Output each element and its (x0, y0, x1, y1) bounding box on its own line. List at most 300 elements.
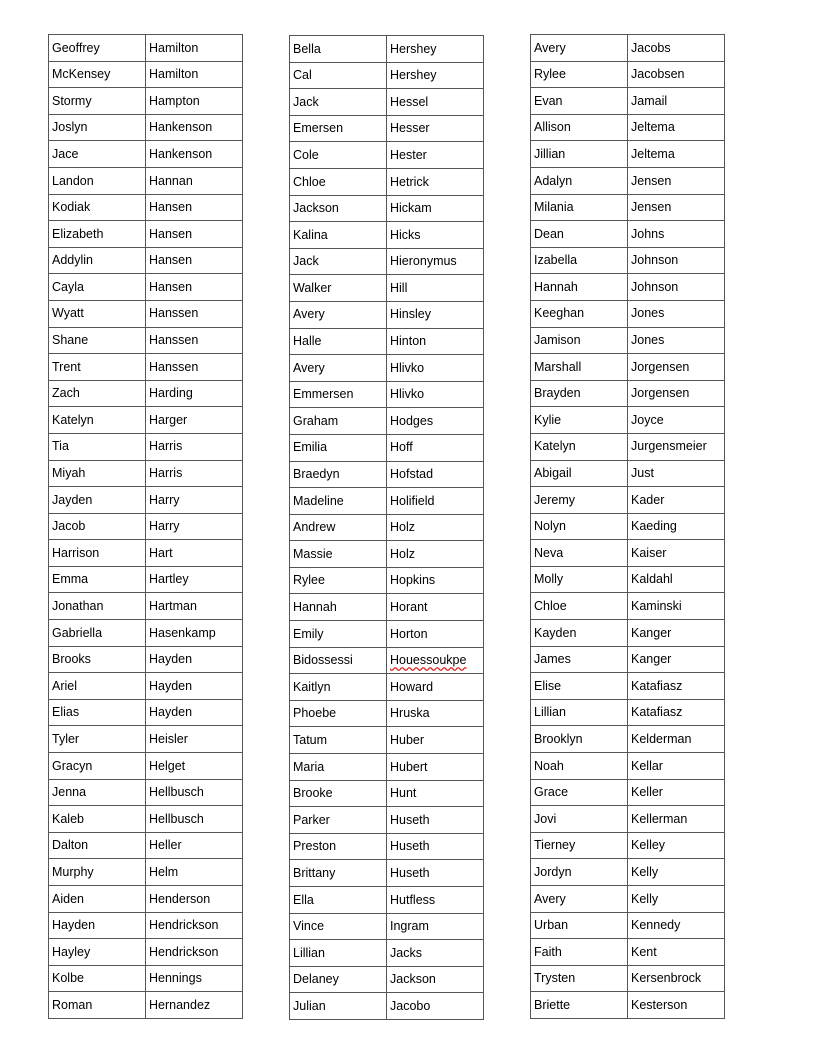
first-name-cell: Cayla (49, 274, 146, 301)
last-name-cell: Hartman (146, 593, 243, 620)
table-row (531, 114, 725, 141)
last-name-cell: Hoff (387, 434, 484, 461)
first-name-cell: Roman (49, 992, 146, 1019)
last-name-cell: Holifield (387, 488, 484, 515)
table-row (290, 115, 484, 142)
last-name-cell: Hellbusch (146, 779, 243, 806)
first-name-cell: Kayden (531, 620, 628, 647)
last-name-cell: Hinton (387, 328, 484, 355)
first-name-cell: Jillian (531, 141, 628, 168)
last-name-cell: Jones (628, 327, 725, 354)
first-name-cell: Addylin (49, 247, 146, 274)
table-row (531, 141, 725, 168)
last-name-cell: Hayden (146, 673, 243, 700)
first-name-cell: Avery (290, 355, 387, 382)
table-row (49, 566, 243, 593)
table-row (49, 726, 243, 753)
table-row (49, 487, 243, 514)
first-name-cell: Cole (290, 142, 387, 169)
last-name-cell: Hampton (146, 88, 243, 115)
table-row (290, 434, 484, 461)
table-row (531, 407, 725, 434)
last-name-cell: Harding (146, 380, 243, 407)
table-row (49, 620, 243, 647)
first-name-cell: Bella (290, 36, 387, 63)
first-name-cell: Gracyn (49, 753, 146, 780)
first-name-cell: Jamison (531, 327, 628, 354)
table-row (49, 61, 243, 88)
last-name-cell: Kelley (628, 832, 725, 859)
first-name-cell: Keeghan (531, 300, 628, 327)
last-name-cell: Kellerman (628, 806, 725, 833)
first-name-cell: Walker (290, 275, 387, 302)
last-name-cell: Kader (628, 487, 725, 514)
last-name-cell: Holz (387, 514, 484, 541)
first-name-cell: Ella (290, 887, 387, 914)
last-name-cell: Jensen (628, 167, 725, 194)
first-name-cell: Chloe (531, 593, 628, 620)
table-row (531, 300, 725, 327)
table-row (531, 566, 725, 593)
first-name-cell: Elias (49, 699, 146, 726)
last-name-cell: Hetrick (387, 168, 484, 195)
last-name-cell: Hunt (387, 780, 484, 807)
table-row (49, 806, 243, 833)
first-name-cell: Tia (49, 433, 146, 460)
last-name-cell: Holz (387, 541, 484, 568)
first-name-cell: Aiden (49, 886, 146, 913)
last-name-cell: Just (628, 460, 725, 487)
table-row (290, 381, 484, 408)
first-name-cell: Brooke (290, 780, 387, 807)
table-row (290, 89, 484, 116)
first-name-cell: Briette (531, 992, 628, 1019)
first-name-cell: Kodiak (49, 194, 146, 221)
first-name-cell: Kalina (290, 222, 387, 249)
table-row (290, 36, 484, 63)
first-name-cell: Jacob (49, 513, 146, 540)
last-name-cell: Hlivko (387, 355, 484, 382)
last-name-cell: Hofstad (387, 461, 484, 488)
first-name-cell: Geoffrey (49, 35, 146, 62)
last-name-cell: Kelly (628, 886, 725, 913)
last-name-cell: Jamail (628, 88, 725, 115)
last-name-cell: Hanssen (146, 354, 243, 381)
table-row (49, 221, 243, 248)
last-name-cell: Hendrickson (146, 939, 243, 966)
first-name-cell: Avery (531, 886, 628, 913)
table-row (531, 699, 725, 726)
table-row (290, 754, 484, 781)
table-row (290, 647, 484, 674)
last-name-cell: Hieronymus (387, 248, 484, 275)
first-name-cell: Jonathan (49, 593, 146, 620)
last-name-cell: Harris (146, 433, 243, 460)
last-name-cell: Hankenson (146, 141, 243, 168)
last-name-cell: Jacobs (628, 35, 725, 62)
first-name-cell: Murphy (49, 859, 146, 886)
first-name-cell: Abigail (531, 460, 628, 487)
first-name-cell: Kaitlyn (290, 674, 387, 701)
table-row (531, 433, 725, 460)
table-row (531, 380, 725, 407)
table-row (531, 513, 725, 540)
first-name-cell: Jenna (49, 779, 146, 806)
first-name-cell: Emilia (290, 434, 387, 461)
first-name-cell: Jovi (531, 806, 628, 833)
last-name-cell: Kellar (628, 753, 725, 780)
spellcheck-flagged-text: Houessoukpe (390, 653, 467, 668)
last-name-cell: Hansen (146, 194, 243, 221)
last-name-cell: Hickam (387, 195, 484, 222)
first-name-cell: Hayley (49, 939, 146, 966)
table-row (531, 673, 725, 700)
first-name-cell: Hayden (49, 912, 146, 939)
last-name-cell: Jeltema (628, 114, 725, 141)
last-name-cell: Howard (387, 674, 484, 701)
last-name-cell: Hernandez (146, 992, 243, 1019)
first-name-cell: Katelyn (531, 433, 628, 460)
first-name-cell: Braedyn (290, 461, 387, 488)
table-row (531, 61, 725, 88)
last-name-cell: Kelderman (628, 726, 725, 753)
first-name-cell: Joslyn (49, 114, 146, 141)
table-row (531, 806, 725, 833)
first-name-cell: Jeremy (531, 487, 628, 514)
first-name-cell: Evan (531, 88, 628, 115)
first-name-cell: Maria (290, 754, 387, 781)
table-row (531, 593, 725, 620)
last-name-cell: Huseth (387, 860, 484, 887)
first-name-cell: Miyah (49, 460, 146, 487)
table-row (531, 965, 725, 992)
last-name-cell: Kent (628, 939, 725, 966)
last-name-cell: Hinsley (387, 301, 484, 328)
last-name-cell: Jorgensen (628, 380, 725, 407)
last-name-cell: Hamilton (146, 61, 243, 88)
table-row (531, 247, 725, 274)
table-row (290, 887, 484, 914)
last-name-cell: Ingram (387, 913, 484, 940)
last-name-cell: Huseth (387, 807, 484, 834)
first-name-cell: Chloe (290, 168, 387, 195)
first-name-cell: Kaleb (49, 806, 146, 833)
first-name-cell: Hannah (531, 274, 628, 301)
table-row (49, 300, 243, 327)
first-name-cell: Trent (49, 354, 146, 381)
last-name-cell: Hopkins (387, 567, 484, 594)
table-row (290, 833, 484, 860)
first-name-cell: Julian (290, 993, 387, 1020)
last-name-cell: Hesser (387, 115, 484, 142)
first-name-cell: Urban (531, 912, 628, 939)
table-row (49, 114, 243, 141)
first-name-cell: Emily (290, 621, 387, 648)
table-row (49, 141, 243, 168)
last-name-cell: Joyce (628, 407, 725, 434)
table-row (290, 408, 484, 435)
table-row (290, 488, 484, 515)
table-row (531, 194, 725, 221)
table-row (290, 275, 484, 302)
first-name-cell: Tatum (290, 727, 387, 754)
table-row (290, 913, 484, 940)
table-row (290, 541, 484, 568)
last-name-cell: Hessel (387, 89, 484, 116)
table-row (290, 461, 484, 488)
table-row (49, 965, 243, 992)
table-row (49, 88, 243, 115)
last-name-cell: Henderson (146, 886, 243, 913)
table-row (290, 355, 484, 382)
last-name-cell: Hansen (146, 274, 243, 301)
table-row (531, 753, 725, 780)
last-name-cell: Hankenson (146, 114, 243, 141)
last-name-cell: Hill (387, 275, 484, 302)
table-row (531, 221, 725, 248)
last-name-cell: Jacks (387, 940, 484, 967)
table-row (49, 167, 243, 194)
last-name-cell: Kaminski (628, 593, 725, 620)
last-name-cell: Harger (146, 407, 243, 434)
first-name-cell: Graham (290, 408, 387, 435)
last-name-cell: Hellbusch (146, 806, 243, 833)
last-name-cell: Hicks (387, 222, 484, 249)
first-name-cell: Hannah (290, 594, 387, 621)
first-name-cell: Emma (49, 566, 146, 593)
first-name-cell: Neva (531, 540, 628, 567)
names-table-1 (48, 34, 243, 1019)
first-name-cell: Marshall (531, 354, 628, 381)
last-name-cell: Heisler (146, 726, 243, 753)
table-row (49, 407, 243, 434)
table-row (49, 753, 243, 780)
first-name-cell: McKensey (49, 61, 146, 88)
table-row (290, 142, 484, 169)
table-row (290, 248, 484, 275)
last-name-cell: Horant (387, 594, 484, 621)
last-name-cell: Kersenbrock (628, 965, 725, 992)
last-name-cell: Jorgensen (628, 354, 725, 381)
last-name-cell: Hershey (387, 36, 484, 63)
table-row (531, 88, 725, 115)
first-name-cell: Katelyn (49, 407, 146, 434)
first-name-cell: Zach (49, 380, 146, 407)
table-row (49, 832, 243, 859)
first-name-cell: Brooklyn (531, 726, 628, 753)
last-name-cell: Jeltema (628, 141, 725, 168)
table-row (531, 327, 725, 354)
table-row (531, 274, 725, 301)
last-name-cell: Huber (387, 727, 484, 754)
table-row (290, 727, 484, 754)
last-name-cell: Hershey (387, 62, 484, 89)
table-row (531, 992, 725, 1019)
last-name-cell: Hayden (146, 699, 243, 726)
first-name-cell: Phoebe (290, 700, 387, 727)
first-name-cell: Molly (531, 566, 628, 593)
last-name-cell (387, 647, 484, 674)
table-row (531, 167, 725, 194)
last-name-cell: Keller (628, 779, 725, 806)
table-row (49, 673, 243, 700)
last-name-cell: Hamilton (146, 35, 243, 62)
first-name-cell: Jack (290, 89, 387, 116)
table-row (531, 779, 725, 806)
table-row (290, 621, 484, 648)
last-name-cell: Jones (628, 300, 725, 327)
first-name-cell: Jace (49, 141, 146, 168)
first-name-cell: Kylie (531, 407, 628, 434)
first-name-cell: Stormy (49, 88, 146, 115)
last-name-cell: Jacobo (387, 993, 484, 1020)
last-name-cell: Kennedy (628, 912, 725, 939)
table-row (290, 966, 484, 993)
table-row (531, 460, 725, 487)
last-name-cell: Katafiasz (628, 699, 725, 726)
last-name-cell: Kanger (628, 646, 725, 673)
first-name-cell: Grace (531, 779, 628, 806)
last-name-cell: Hartley (146, 566, 243, 593)
first-name-cell: Jordyn (531, 859, 628, 886)
last-name-cell: Hanssen (146, 327, 243, 354)
first-name-cell: Vince (290, 913, 387, 940)
table-row (290, 567, 484, 594)
first-name-cell: Jayden (49, 487, 146, 514)
first-name-cell: Avery (290, 301, 387, 328)
last-name-cell: Jurgensmeier (628, 433, 725, 460)
table-row (49, 460, 243, 487)
first-name-cell: Nolyn (531, 513, 628, 540)
table-row (290, 780, 484, 807)
table-row (531, 540, 725, 567)
last-name-cell: Jensen (628, 194, 725, 221)
table-row (290, 195, 484, 222)
table-row (290, 301, 484, 328)
table-row (290, 674, 484, 701)
first-name-cell: Dalton (49, 832, 146, 859)
table-row (49, 939, 243, 966)
last-name-cell: Johns (628, 221, 725, 248)
last-name-cell: Hasenkamp (146, 620, 243, 647)
last-name-cell: Huseth (387, 833, 484, 860)
last-name-cell: Heller (146, 832, 243, 859)
last-name-cell: Harris (146, 460, 243, 487)
table-row (290, 594, 484, 621)
table-row (290, 700, 484, 727)
last-name-cell: Hutfless (387, 887, 484, 914)
table-row (531, 354, 725, 381)
first-name-cell: Avery (531, 35, 628, 62)
table-row (531, 859, 725, 886)
table-row (290, 222, 484, 249)
last-name-cell: Hruska (387, 700, 484, 727)
first-name-cell: Massie (290, 541, 387, 568)
first-name-cell: Wyatt (49, 300, 146, 327)
first-name-cell: Trysten (531, 965, 628, 992)
first-name-cell: Kolbe (49, 965, 146, 992)
first-name-cell: Landon (49, 167, 146, 194)
first-name-cell: Emmersen (290, 381, 387, 408)
first-name-cell: Lillian (531, 699, 628, 726)
first-name-cell: Jackson (290, 195, 387, 222)
last-name-cell: Johnson (628, 247, 725, 274)
last-name-cell: Hart (146, 540, 243, 567)
first-name-cell: Cal (290, 62, 387, 89)
last-name-cell: Hodges (387, 408, 484, 435)
last-name-cell: Jackson (387, 966, 484, 993)
first-name-cell: Parker (290, 807, 387, 834)
table-row (290, 993, 484, 1020)
table-row (531, 886, 725, 913)
table-row (49, 992, 243, 1019)
table-row (531, 939, 725, 966)
table-row (49, 433, 243, 460)
table-row (531, 646, 725, 673)
names-table-3 (530, 34, 725, 1019)
table-row (49, 327, 243, 354)
table-row (290, 860, 484, 887)
first-name-cell: Rylee (290, 567, 387, 594)
last-name-cell: Hansen (146, 221, 243, 248)
last-name-cell: Hayden (146, 646, 243, 673)
last-name-cell: Kesterson (628, 992, 725, 1019)
first-name-cell: Harrison (49, 540, 146, 567)
last-name-cell: Hannan (146, 167, 243, 194)
last-name-cell: Helget (146, 753, 243, 780)
table-row (49, 646, 243, 673)
last-name-cell: Hlivko (387, 381, 484, 408)
table-row (49, 859, 243, 886)
first-name-cell: Adalyn (531, 167, 628, 194)
first-name-cell: Elise (531, 673, 628, 700)
table-row (531, 912, 725, 939)
first-name-cell: Lillian (290, 940, 387, 967)
table-row (49, 699, 243, 726)
first-name-cell: Emersen (290, 115, 387, 142)
first-name-cell: Allison (531, 114, 628, 141)
names-table-2 (289, 35, 484, 1020)
first-name-cell: Andrew (290, 514, 387, 541)
table-row (290, 168, 484, 195)
last-name-cell: Helm (146, 859, 243, 886)
first-name-cell: Halle (290, 328, 387, 355)
last-name-cell: Katafiasz (628, 673, 725, 700)
first-name-cell: Shane (49, 327, 146, 354)
first-name-cell: Faith (531, 939, 628, 966)
first-name-cell: Elizabeth (49, 221, 146, 248)
last-name-cell: Johnson (628, 274, 725, 301)
first-name-cell: Dean (531, 221, 628, 248)
first-name-cell: Rylee (531, 61, 628, 88)
first-name-cell: Jack (290, 248, 387, 275)
first-name-cell: Brayden (531, 380, 628, 407)
table-row (49, 779, 243, 806)
first-name-cell: Tyler (49, 726, 146, 753)
first-name-cell: Delaney (290, 966, 387, 993)
table-row (531, 620, 725, 647)
last-name-cell: Hubert (387, 754, 484, 781)
last-name-cell: Hennings (146, 965, 243, 992)
table-row (290, 807, 484, 834)
table-row (531, 726, 725, 753)
table-row (49, 354, 243, 381)
first-name-cell: Milania (531, 194, 628, 221)
last-name-cell: Kelly (628, 859, 725, 886)
first-name-cell: Noah (531, 753, 628, 780)
last-name-cell: Kaldahl (628, 566, 725, 593)
last-name-cell: Harry (146, 487, 243, 514)
